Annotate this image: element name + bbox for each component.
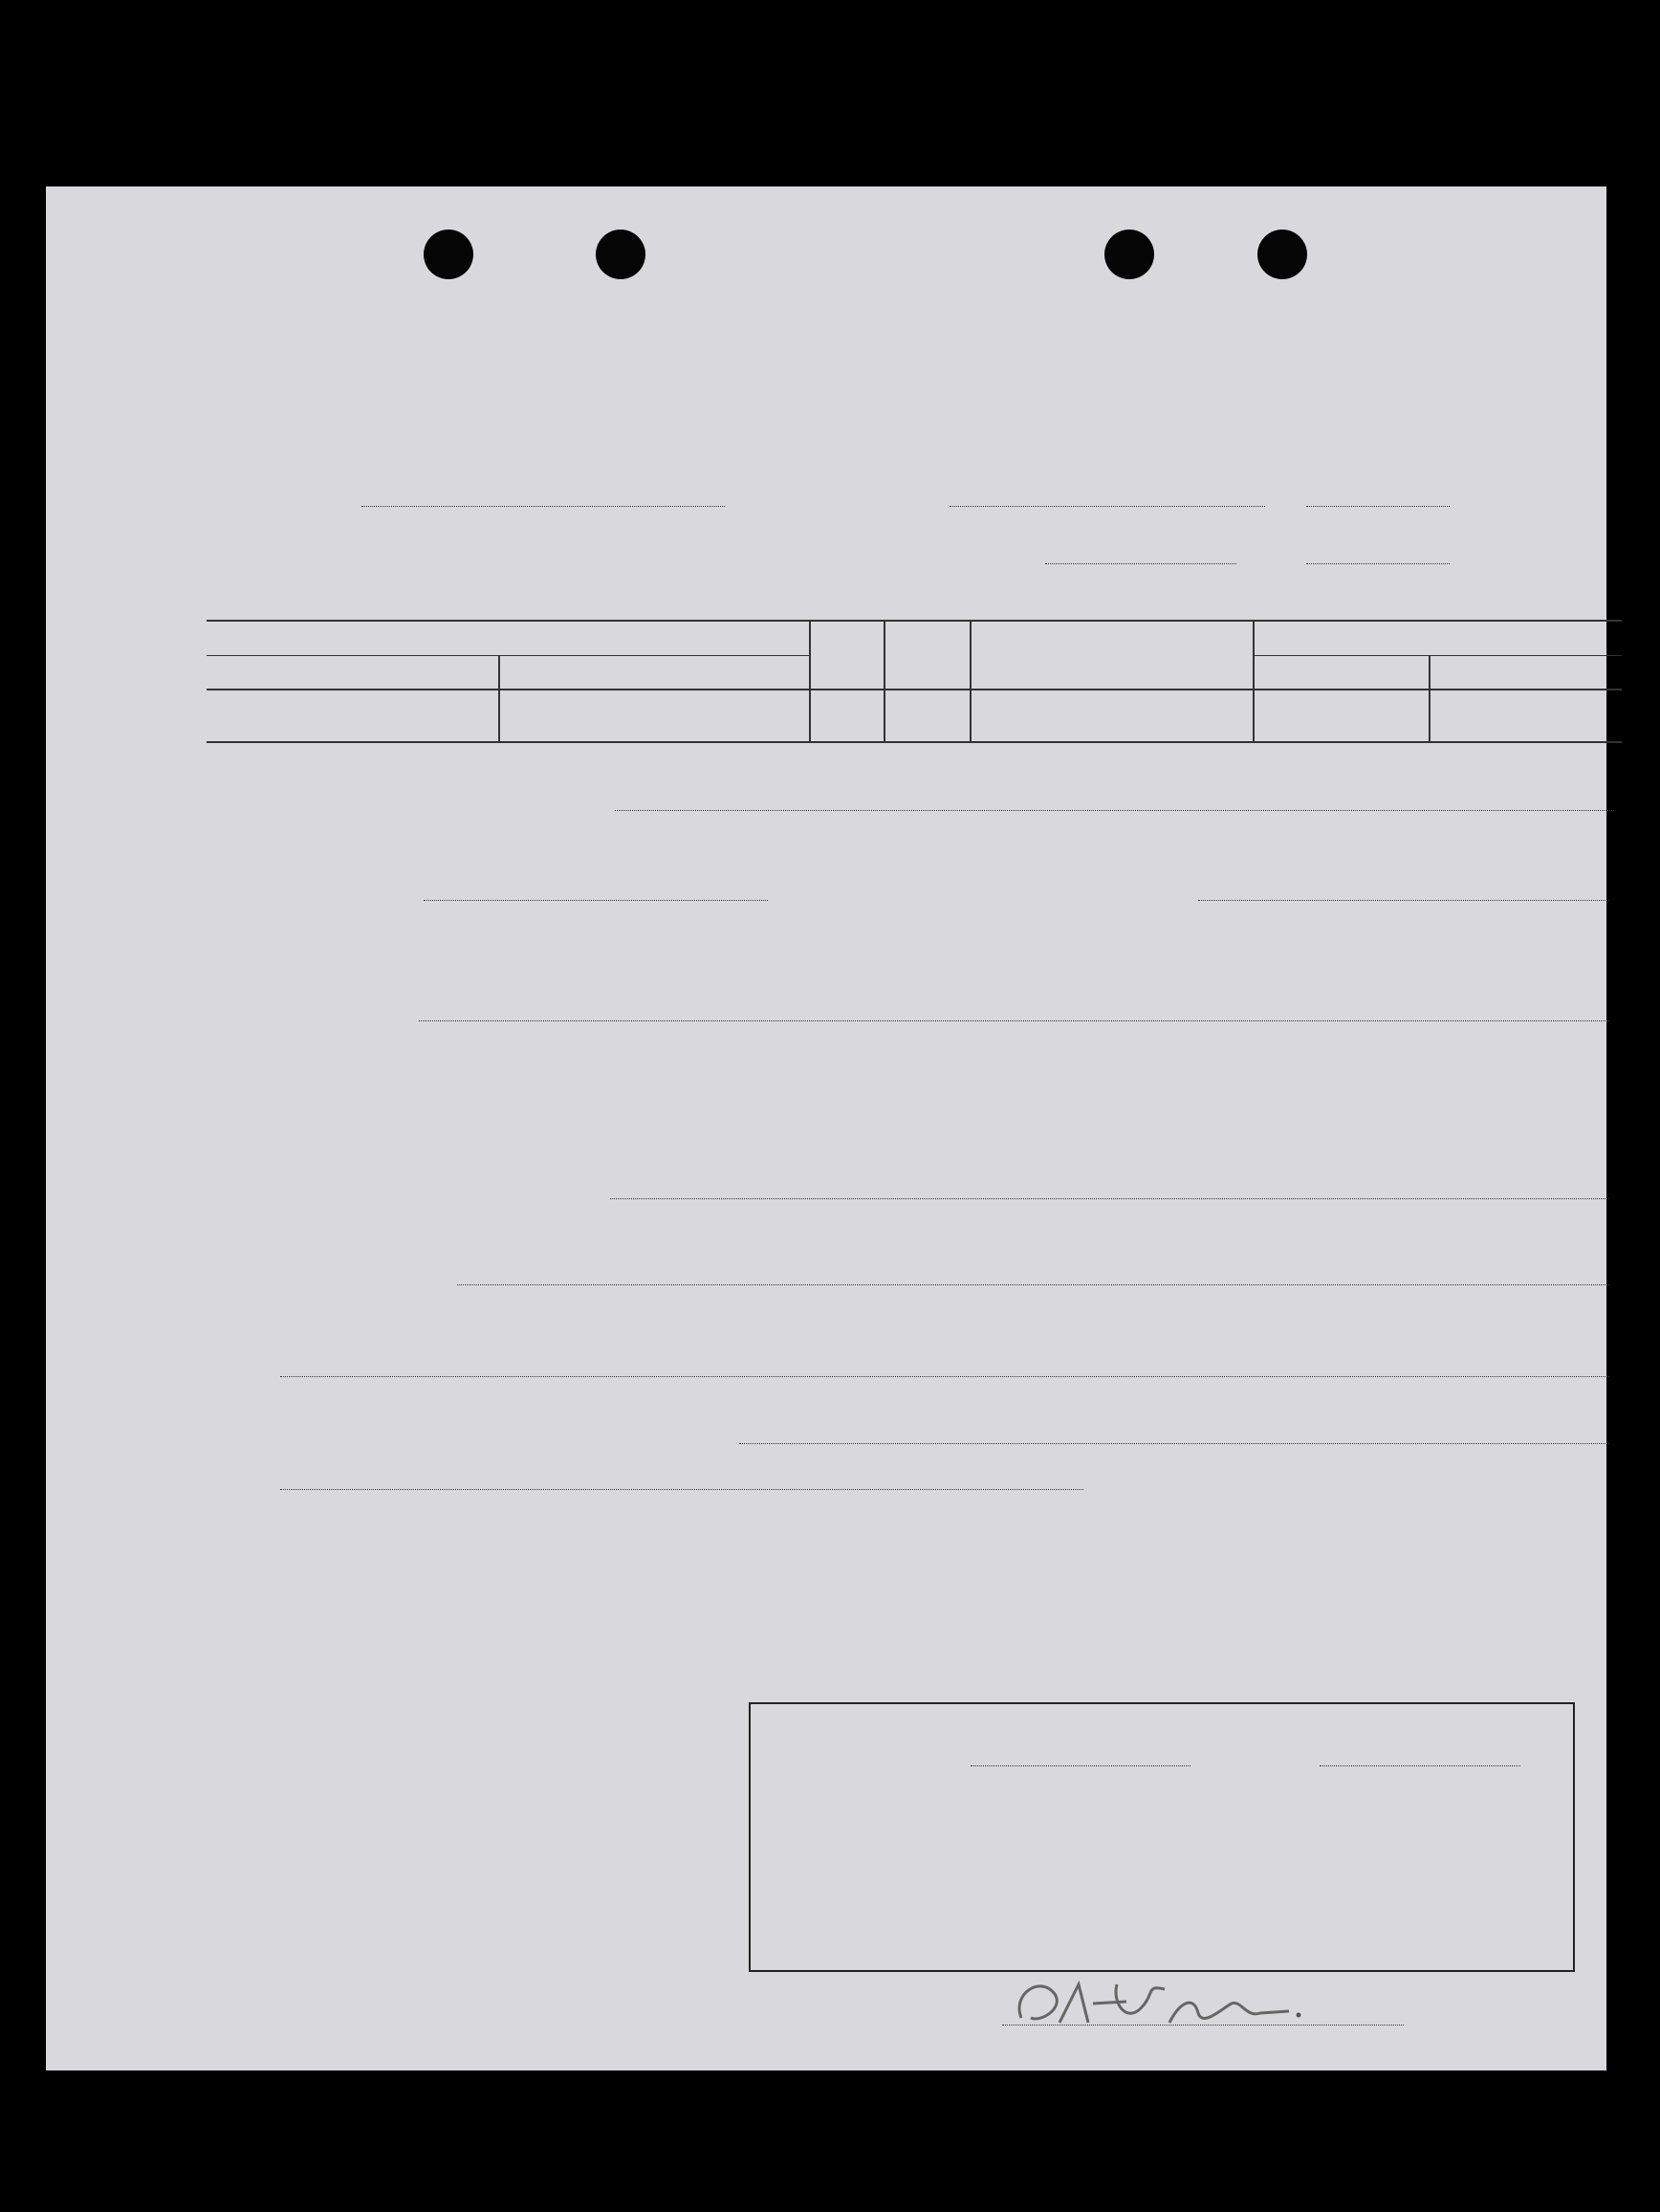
punch-hole bbox=[596, 230, 645, 279]
punch-hole bbox=[1257, 230, 1307, 279]
punch-hole bbox=[424, 230, 473, 279]
officer-box bbox=[749, 1702, 1575, 1972]
punch-hole bbox=[1104, 230, 1154, 279]
inspector-signature bbox=[1002, 1965, 1404, 2042]
form-sheet bbox=[46, 186, 1606, 2070]
